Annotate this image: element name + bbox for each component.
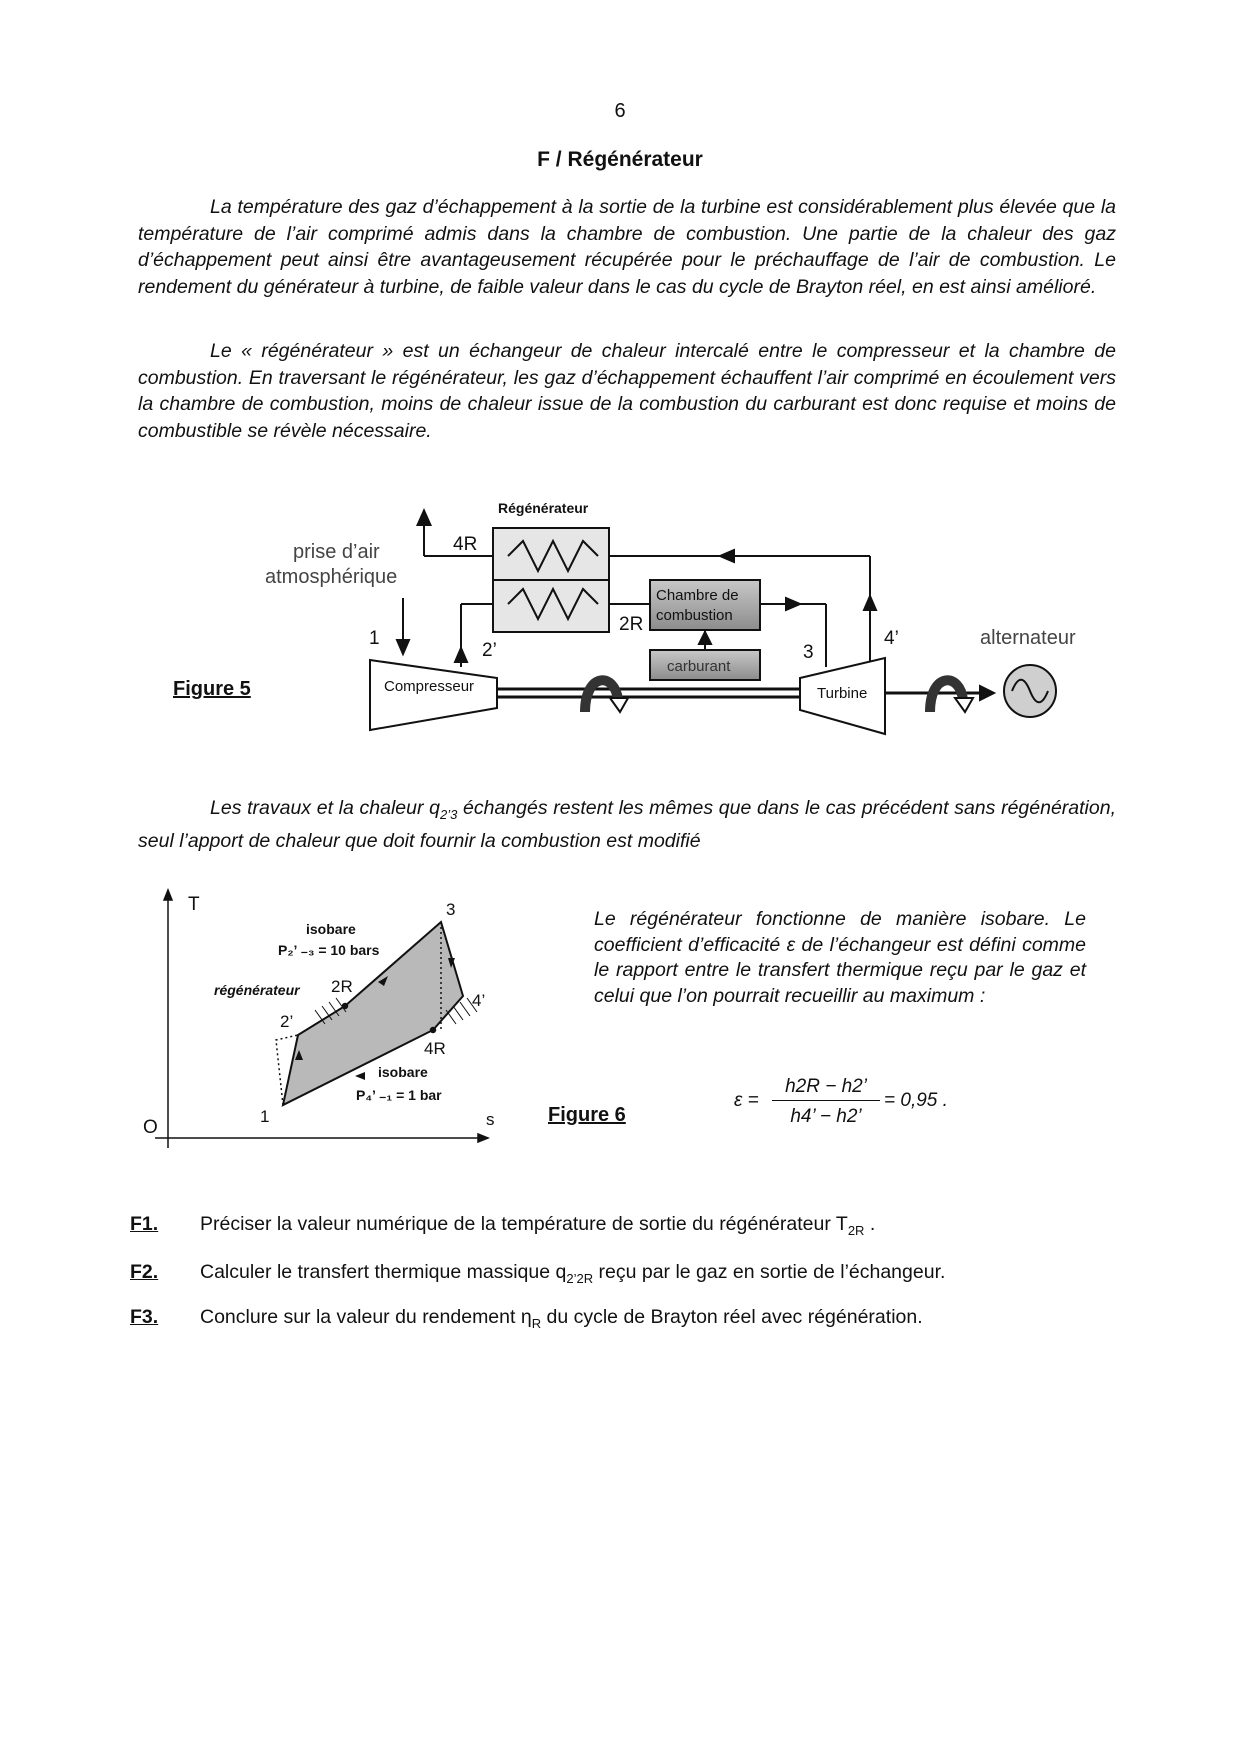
formula-numerator: h2R − h2’ [772, 1076, 880, 1101]
question-text: Préciser la valeur numérique de la température de sortie du régénérateur T [200, 1213, 848, 1235]
alternator-label: alternateur [980, 627, 1076, 649]
ts-point-4R: 4R [424, 1039, 446, 1058]
formula-denominator: h4’ − h2’ [790, 1106, 862, 1127]
point-4prime-label: 4’ [884, 628, 899, 649]
formula-value: = 0,95 . [884, 1090, 948, 1111]
paragraph-works-a: Les travaux et la chaleur q [210, 797, 440, 819]
question-label: F1. [130, 1213, 159, 1235]
ts-point-2prime: 2’ [280, 1012, 294, 1031]
page-number: 6 [614, 100, 626, 122]
regenerator-label: Régénérateur [498, 500, 589, 516]
isobare-bottom-label: isobare [378, 1064, 428, 1080]
turbine-label: Turbine [817, 685, 868, 702]
question-sub: R [531, 1315, 542, 1331]
origin-label: O [143, 1117, 158, 1138]
compressor-label: Compresseur [384, 678, 475, 695]
paragraph-intro: La température des gaz d’échappement à la sortie de la turbine est considérablement plus élevée que la température de l’air comprimé admis dans la chambre de combustion. Une partie de la chaleur des gaz d’échappement peut ainsi être avantageusement récupérée pour le préchauffage de l’air de combustion. Le rendement du générateur à turbine, de faible valeur dans le cas du cycle de Brayton réel, en est ainsi amélioré. [138, 196, 1116, 298]
axis-s-label: s [486, 1110, 495, 1129]
question-text: Conclure sur la valeur du rendement η [200, 1306, 532, 1328]
question-tail: reçu par le gaz en sortie de l’échangeur. [593, 1261, 946, 1283]
question-f3 [130, 1306, 923, 1331]
point-1-label: 1 [369, 628, 380, 649]
question-tail: du cycle de Brayton réel avec régénération. [541, 1306, 923, 1328]
question-f1 [130, 1213, 875, 1238]
question-sub: 2R [847, 1222, 865, 1238]
ts-point-1: 1 [260, 1107, 270, 1126]
point-2R-label: 2R [619, 614, 644, 635]
ts-point-3: 3 [446, 900, 456, 919]
chamber-label-2: combustion [656, 607, 733, 624]
point-2prime-label: 2’ [482, 640, 497, 661]
question-f2 [130, 1261, 945, 1286]
question-label: F2. [130, 1261, 159, 1283]
figure6-description: Le régénérateur fonctionne de manière isobare. Le coefficient d’efficacité ε de l’échangeur est défini comme le rapport entre le transfert thermique reçu par le gaz et celui que l’on pourrait recueillir au maximum : [594, 908, 1086, 1007]
regenerateur-label: régénérateur [214, 982, 300, 998]
axis-t-label: T [188, 894, 200, 915]
ts-point-2R: 2R [331, 977, 353, 996]
figure6-label: Figure 6 [548, 1104, 626, 1126]
isobare-top-label: isobare [306, 921, 356, 937]
point-4R-label: 4R [453, 534, 478, 555]
air-intake-label-2: atmosphérique [265, 566, 398, 588]
fuel-label: carburant [667, 658, 731, 675]
point-3-label: 3 [803, 642, 814, 663]
pressure-top-label: P₂’ ₋₃ = 10 bars [278, 942, 380, 958]
ts-point-4prime: 4’ [472, 991, 486, 1010]
question-sub: 2’2R [566, 1270, 594, 1286]
efficiency-formula [720, 1070, 960, 1140]
question-tail: . [864, 1213, 876, 1235]
air-intake-label-1: prise d’air [293, 541, 380, 563]
formula-eps: ε = [734, 1090, 759, 1111]
question-label: F3. [130, 1306, 159, 1328]
chamber-label-1: Chambre de [656, 587, 739, 604]
question-text: Calculer le transfert thermique massique q [200, 1261, 567, 1283]
figure5-label: Figure 5 [173, 678, 251, 700]
paragraph-works-sub: 2’3 [440, 806, 458, 822]
paragraph-regenerator: Le « régénérateur » est un échangeur de chaleur intercalé entre le compresseur et la chambre de combustion. En traversant le régénérateur, les gaz d’échappement échauffent l’air comprimé en écoulement vers la chambre de combustion, moins de chaleur issue de la combustion du carburant est donc requise et moins de combustible se révèle nécessaire. [138, 340, 1116, 442]
paragraph-works-b: échangés restent les mêmes que dans le cas précédent sans régénération, seul l’apport de chaleur que doit fournir la combustion est modifié [138, 797, 1116, 853]
section-title: F / Régénérateur [537, 148, 703, 171]
pressure-bottom-label: P₄’ ₋₁ = 1 bar [356, 1087, 442, 1103]
